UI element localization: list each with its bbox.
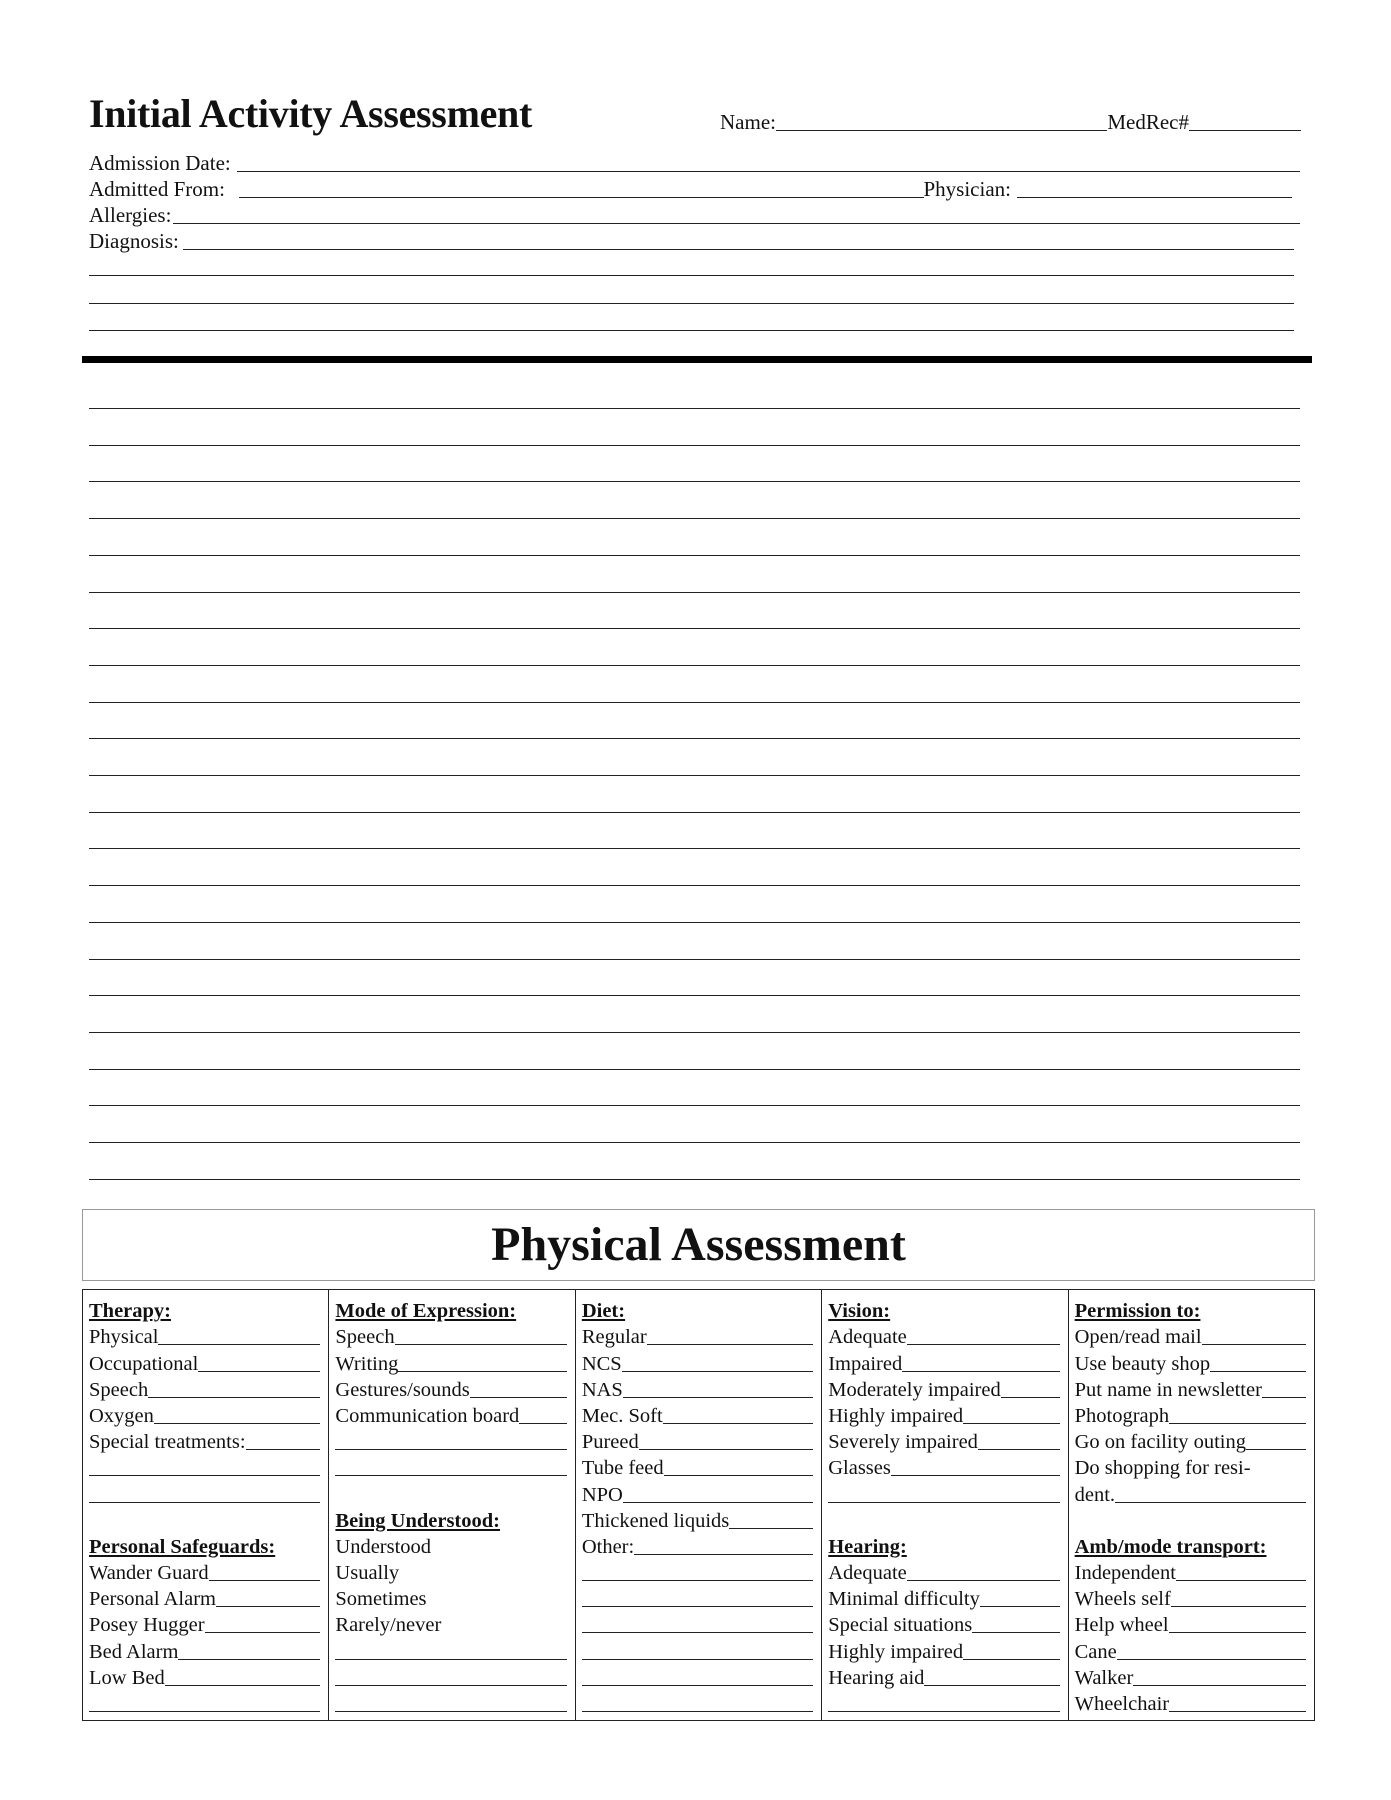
admission-date-field[interactable] xyxy=(237,170,1300,172)
blank-field[interactable] xyxy=(639,1448,813,1450)
section-divider xyxy=(82,356,1312,363)
blank-field[interactable] xyxy=(623,1501,813,1503)
blank-field[interactable] xyxy=(1210,1370,1306,1372)
checklist-item xyxy=(335,1453,566,1479)
notes-line[interactable] xyxy=(89,1105,1300,1106)
section-heading xyxy=(828,1296,1059,1322)
blank-field[interactable] xyxy=(335,1684,566,1686)
physical-assessment-title: Physical Assessment xyxy=(82,1209,1315,1281)
checklist-item xyxy=(582,1375,813,1401)
item-label: Low Bed xyxy=(89,1666,165,1689)
checklist-item xyxy=(828,1453,1059,1479)
item-label: Wander Guard xyxy=(89,1562,209,1585)
checklist-item xyxy=(582,1506,813,1532)
notes-line[interactable] xyxy=(89,848,1300,849)
notes-line[interactable] xyxy=(89,592,1300,593)
checklist-item xyxy=(335,1636,566,1662)
blank-field[interactable] xyxy=(205,1631,321,1633)
diagnosis-label: Diagnosis: xyxy=(89,229,179,253)
expression-column xyxy=(329,1290,575,1720)
blank-field[interactable] xyxy=(395,1343,567,1345)
blank-field[interactable] xyxy=(1115,1501,1306,1503)
notes-line[interactable] xyxy=(89,665,1300,666)
blank-field[interactable] xyxy=(972,1631,1059,1633)
vision-column xyxy=(822,1290,1068,1720)
checklist-item xyxy=(828,1584,1059,1610)
item-label: Regular xyxy=(581,1326,647,1349)
checklist-item xyxy=(1075,1348,1306,1374)
item-label: Moderately impaired xyxy=(828,1378,1001,1401)
notes-line[interactable] xyxy=(89,1179,1300,1180)
diagnosis-line[interactable] xyxy=(89,275,1294,276)
item-label: Independent xyxy=(1074,1562,1176,1585)
form-title: Initial Activity Assessment xyxy=(89,91,533,136)
item-label: Wheelchair xyxy=(1074,1693,1170,1715)
blank-field[interactable] xyxy=(470,1396,567,1398)
checklist-item xyxy=(89,1558,320,1584)
section-heading xyxy=(1075,1296,1306,1322)
blank-field[interactable] xyxy=(828,1501,1059,1503)
blank-field[interactable] xyxy=(1117,1658,1306,1660)
blank-field[interactable] xyxy=(1262,1396,1306,1398)
item-label: Writing xyxy=(335,1352,399,1375)
item-label: Communication board xyxy=(335,1404,520,1427)
item-label: Help wheel xyxy=(1074,1614,1169,1637)
checklist-item xyxy=(1075,1610,1306,1636)
blank-field[interactable] xyxy=(398,1370,566,1372)
blank-field[interactable] xyxy=(729,1527,813,1529)
checklist-item xyxy=(89,1506,320,1532)
heading-label: Mode of Expression: xyxy=(335,1300,517,1323)
blank-field[interactable] xyxy=(902,1370,1059,1372)
blank-field[interactable] xyxy=(1169,1422,1306,1424)
name-field[interactable] xyxy=(776,129,1107,131)
item-label: Glasses xyxy=(828,1457,891,1480)
notes-line[interactable] xyxy=(89,481,1300,482)
physician-label: Physician: xyxy=(923,177,1011,201)
notes-line[interactable] xyxy=(89,555,1300,556)
checklist-item xyxy=(335,1558,566,1584)
blank-field[interactable] xyxy=(828,1710,1059,1712)
checklist-item xyxy=(582,1636,813,1662)
checklist-item xyxy=(1075,1375,1306,1401)
notes-line[interactable] xyxy=(89,518,1300,519)
item-label: Usually xyxy=(335,1562,400,1585)
blank-field[interactable] xyxy=(1133,1684,1306,1686)
permission-column xyxy=(1069,1290,1314,1720)
item-label: Walker xyxy=(1074,1666,1134,1689)
item-label: Pureed xyxy=(581,1431,639,1454)
heading-label: Personal Safeguards: xyxy=(89,1535,276,1558)
checklist-item xyxy=(828,1427,1059,1453)
item-label: Special situations xyxy=(828,1614,973,1637)
checklist-item xyxy=(335,1663,566,1689)
checklist-item xyxy=(1075,1322,1306,1348)
blank-field[interactable] xyxy=(89,1710,320,1712)
checklist-item xyxy=(335,1532,566,1558)
notes-line[interactable] xyxy=(89,922,1300,923)
checklist-item xyxy=(335,1584,566,1610)
item-label: Gestures/sounds xyxy=(335,1378,470,1401)
checklist-item xyxy=(582,1689,813,1715)
notes-line[interactable] xyxy=(89,1032,1300,1033)
item-label: Posey Hugger xyxy=(89,1614,205,1637)
notes-line[interactable] xyxy=(89,775,1300,776)
checklist-item xyxy=(1075,1401,1306,1427)
blank-field[interactable] xyxy=(891,1474,1060,1476)
item-label: Rarely/never xyxy=(335,1614,442,1637)
notes-line[interactable] xyxy=(89,959,1300,960)
blank-field[interactable] xyxy=(1169,1631,1306,1633)
checklist-item xyxy=(828,1401,1059,1427)
physician-field[interactable] xyxy=(1017,196,1292,198)
name-medrec-row xyxy=(720,110,1301,135)
notes-line[interactable] xyxy=(89,1069,1300,1070)
blank-field[interactable] xyxy=(158,1343,320,1345)
checklist-item xyxy=(828,1348,1059,1374)
checklist-item xyxy=(1075,1663,1306,1689)
checklist-item xyxy=(582,1479,813,1505)
blank-field[interactable] xyxy=(980,1605,1060,1607)
checklist-item xyxy=(582,1427,813,1453)
checklist-item xyxy=(335,1322,566,1348)
checklist-item xyxy=(1075,1453,1306,1479)
medrec-label: MedRec# xyxy=(1107,110,1189,134)
item-label: Wheels self xyxy=(1074,1588,1171,1611)
blank-field[interactable] xyxy=(907,1343,1060,1345)
medrec-field[interactable] xyxy=(1189,129,1301,131)
section-heading xyxy=(828,1532,1059,1558)
item-label: Highly impaired xyxy=(828,1640,964,1663)
checklist-item xyxy=(1075,1636,1306,1662)
notes-line[interactable] xyxy=(89,738,1300,739)
blank-field[interactable] xyxy=(1176,1579,1306,1581)
blank-field[interactable] xyxy=(519,1422,567,1424)
checklist-item xyxy=(335,1427,566,1453)
heading-label: Hearing: xyxy=(828,1535,907,1558)
notes-line[interactable] xyxy=(89,445,1300,446)
item-label: Speech xyxy=(89,1378,149,1401)
item-label: Other: xyxy=(581,1535,635,1558)
item-label: Bed Alarm xyxy=(89,1640,179,1663)
heading-label: Being Understood: xyxy=(335,1509,500,1532)
item-label: Mec. Soft xyxy=(581,1404,663,1427)
blank-field[interactable] xyxy=(1171,1605,1306,1607)
checklist-item xyxy=(1075,1584,1306,1610)
item-label: NPO xyxy=(581,1483,623,1506)
item-label: NAS xyxy=(581,1378,623,1401)
checklist-item xyxy=(828,1663,1059,1689)
diagnosis-row xyxy=(89,228,1294,254)
checklist-item xyxy=(582,1453,813,1479)
heading-label: Vision: xyxy=(828,1300,891,1323)
blank-field[interactable] xyxy=(154,1422,321,1424)
checklist-item xyxy=(582,1401,813,1427)
checklist-item xyxy=(582,1558,813,1584)
blank-field[interactable] xyxy=(89,1474,320,1476)
blank-field[interactable] xyxy=(246,1448,321,1450)
blank-field[interactable] xyxy=(622,1370,814,1372)
checklist-item xyxy=(89,1663,320,1689)
checklist-item xyxy=(582,1610,813,1636)
blank-field[interactable] xyxy=(335,1448,566,1450)
blank-field[interactable] xyxy=(907,1579,1060,1581)
item-label: Highly impaired xyxy=(828,1404,964,1427)
checklist-item xyxy=(89,1584,320,1610)
checklist-item xyxy=(1075,1506,1306,1532)
item-label: Tube feed xyxy=(581,1457,664,1480)
diagnosis-field[interactable] xyxy=(183,248,1294,250)
blank-field[interactable] xyxy=(178,1658,320,1660)
item-label: Adequate xyxy=(828,1562,907,1585)
checklist-item xyxy=(89,1348,320,1374)
item-label: Photograph xyxy=(1074,1404,1170,1427)
allergies-row xyxy=(89,202,1300,228)
physical-assessment-table xyxy=(82,1289,1315,1721)
heading-label: Permission to: xyxy=(1074,1300,1201,1323)
admitted-from-label: Admitted From: xyxy=(89,177,225,201)
item-label: Minimal difficulty xyxy=(828,1588,980,1611)
item-label: Oxygen xyxy=(89,1404,154,1427)
blank-field[interactable] xyxy=(1202,1343,1306,1345)
blank-field[interactable] xyxy=(582,1658,813,1660)
item-label: Personal Alarm xyxy=(89,1588,216,1611)
checklist-item xyxy=(335,1689,566,1715)
blank-field[interactable] xyxy=(924,1684,1059,1686)
item-label: Understood xyxy=(335,1535,432,1558)
blank-field[interactable] xyxy=(1246,1448,1306,1450)
item-label: Sometimes xyxy=(335,1588,427,1611)
item-label: Physical xyxy=(89,1326,159,1349)
blank-field[interactable] xyxy=(623,1396,813,1398)
checklist-item xyxy=(335,1610,566,1636)
item-label: Special treatments: xyxy=(89,1431,246,1454)
checklist-item xyxy=(1075,1689,1306,1715)
blank-field[interactable] xyxy=(582,1631,813,1633)
checklist-item xyxy=(828,1558,1059,1584)
checklist-item xyxy=(89,1375,320,1401)
notes-line[interactable] xyxy=(89,812,1300,813)
section-heading xyxy=(1075,1532,1306,1558)
checklist-item xyxy=(828,1636,1059,1662)
checklist-item xyxy=(89,1401,320,1427)
item-label: Do shopping for resi- xyxy=(1074,1457,1251,1480)
blank-field[interactable] xyxy=(198,1370,320,1372)
diagnosis-line[interactable] xyxy=(89,330,1294,331)
notes-line[interactable] xyxy=(89,628,1300,629)
checklist-item xyxy=(828,1506,1059,1532)
therapy-column xyxy=(83,1290,329,1720)
checklist-item xyxy=(828,1479,1059,1505)
checklist-item xyxy=(1075,1427,1306,1453)
admission-date-row xyxy=(89,150,1300,176)
heading-label: Diet: xyxy=(581,1300,626,1323)
item-label: dent. xyxy=(1074,1483,1116,1506)
checklist-item xyxy=(582,1584,813,1610)
blank-field[interactable] xyxy=(1001,1396,1060,1398)
section-heading xyxy=(582,1296,813,1322)
item-label: Severely impaired xyxy=(828,1431,978,1454)
admitted-from-field[interactable] xyxy=(239,196,924,198)
item-label: Impaired xyxy=(828,1352,903,1375)
notes-line[interactable] xyxy=(89,1142,1300,1143)
blank-field[interactable] xyxy=(963,1658,1059,1660)
diet-column xyxy=(576,1290,822,1720)
blank-field[interactable] xyxy=(209,1579,321,1581)
item-label: Put name in newsletter xyxy=(1074,1378,1262,1401)
blank-field[interactable] xyxy=(335,1474,566,1476)
checklist-item xyxy=(335,1479,566,1505)
checklist-item xyxy=(89,1636,320,1662)
diagnosis-line[interactable] xyxy=(89,303,1294,304)
checklist-item xyxy=(582,1348,813,1374)
checklist-item xyxy=(89,1427,320,1453)
checklist-item xyxy=(1075,1479,1306,1505)
item-label: Occupational xyxy=(89,1352,199,1375)
checklist-item xyxy=(89,1479,320,1505)
checklist-item xyxy=(335,1401,566,1427)
notes-line[interactable] xyxy=(89,408,1300,409)
item-label: Thickened liquids xyxy=(581,1509,730,1532)
checklist-item xyxy=(828,1375,1059,1401)
blank-field[interactable] xyxy=(1169,1710,1306,1712)
blank-field[interactable] xyxy=(963,1422,1059,1424)
checklist-item xyxy=(89,1689,320,1715)
blank-field[interactable] xyxy=(582,1579,813,1581)
item-label: NCS xyxy=(581,1352,622,1375)
checklist-item xyxy=(582,1532,813,1558)
item-label: Cane xyxy=(1074,1640,1117,1663)
blank-field[interactable] xyxy=(582,1710,813,1712)
notes-line[interactable] xyxy=(89,885,1300,886)
checklist-item xyxy=(335,1375,566,1401)
checklist-item xyxy=(89,1610,320,1636)
blank-field[interactable] xyxy=(148,1396,320,1398)
blank-field[interactable] xyxy=(216,1605,320,1607)
checklist-item xyxy=(582,1663,813,1689)
item-label: Go on facility outing xyxy=(1074,1431,1247,1454)
notes-line[interactable] xyxy=(89,995,1300,996)
checklist-item xyxy=(89,1322,320,1348)
checklist-item xyxy=(828,1322,1059,1348)
heading-label: Amb/mode transport: xyxy=(1074,1535,1267,1558)
item-label: Adequate xyxy=(828,1326,907,1349)
item-label: Hearing aid xyxy=(828,1666,925,1689)
blank-field[interactable] xyxy=(647,1343,814,1345)
checklist-item xyxy=(89,1453,320,1479)
allergies-label: Allergies: xyxy=(89,203,172,227)
allergies-field[interactable] xyxy=(173,222,1300,224)
item-label: Speech xyxy=(335,1326,395,1349)
blank-field[interactable] xyxy=(582,1684,813,1686)
blank-field[interactable] xyxy=(582,1605,813,1607)
notes-line[interactable] xyxy=(89,702,1300,703)
section-heading xyxy=(89,1296,320,1322)
section-heading xyxy=(335,1296,566,1322)
checklist-item xyxy=(828,1689,1059,1715)
checklist-item xyxy=(335,1348,566,1374)
admission-date-label: Admission Date: xyxy=(89,151,231,175)
item-label: Open/read mail xyxy=(1074,1326,1202,1349)
blank-field[interactable] xyxy=(634,1553,813,1555)
admitted-from-row xyxy=(89,176,1300,202)
name-label: Name: xyxy=(720,110,776,134)
checklist-item xyxy=(828,1610,1059,1636)
blank-field[interactable] xyxy=(664,1474,814,1476)
section-heading xyxy=(335,1506,566,1532)
blank-field[interactable] xyxy=(165,1684,321,1686)
checklist-item xyxy=(1075,1558,1306,1584)
item-label: Use beauty shop xyxy=(1074,1352,1211,1375)
blank-field[interactable] xyxy=(89,1501,320,1503)
section-heading xyxy=(89,1532,320,1558)
checklist-item xyxy=(582,1322,813,1348)
blank-field[interactable] xyxy=(335,1658,566,1660)
blank-field[interactable] xyxy=(335,1710,566,1712)
blank-field[interactable] xyxy=(978,1448,1060,1450)
heading-label: Therapy: xyxy=(89,1300,171,1323)
blank-field[interactable] xyxy=(663,1422,814,1424)
